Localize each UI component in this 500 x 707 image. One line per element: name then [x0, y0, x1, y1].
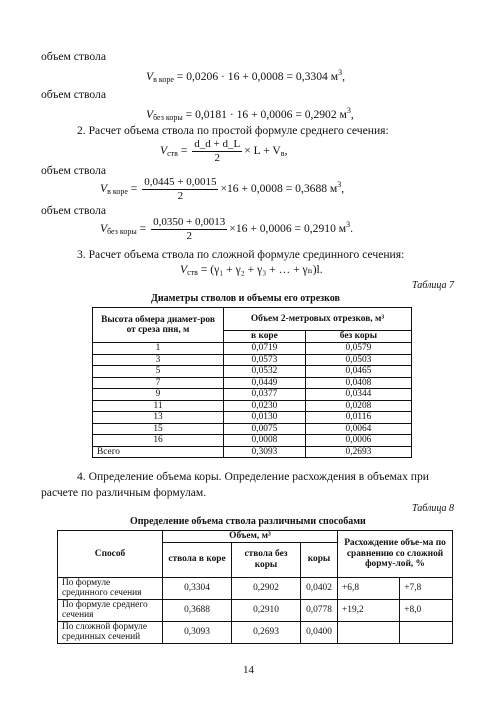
- table-cell: 0,0778: [301, 599, 338, 621]
- formula-symbol: V: [146, 108, 154, 121]
- formula-tail: .: [350, 222, 354, 236]
- table-cell: 5: [93, 366, 224, 378]
- table-row: [93, 400, 412, 412]
- table-row: [93, 354, 412, 366]
- table-header: ствола в коре: [163, 542, 232, 577]
- table-cell: 0,0008: [224, 435, 306, 447]
- table-cell: 0,3093: [163, 621, 232, 643]
- formula-subscript: в: [280, 149, 285, 159]
- formula-tail: ,: [284, 144, 288, 158]
- section-heading-2: 2. Расчет объема ствола по простой формуле среднего сечения:: [77, 124, 389, 137]
- text-line: объем ствола: [41, 88, 106, 101]
- table-cell: 0,0408: [305, 377, 411, 389]
- table-cell: 0,2910: [232, 599, 301, 621]
- formula-body: = 0,0181 · 16 + 0,0006 = 0,2902 м: [182, 108, 347, 121]
- table-cell: 0,0116: [305, 412, 411, 424]
- table-cell: +6,8: [338, 577, 400, 599]
- formula-subscript: в коре: [107, 187, 128, 197]
- table-header: Способ: [58, 531, 163, 578]
- table-cell: 0,0573: [224, 354, 306, 366]
- table-row: [93, 377, 412, 389]
- fraction-numerator: 0,0445 + 0,0015: [144, 176, 217, 188]
- table-cell: 0,2693: [232, 621, 301, 643]
- table-row: [93, 435, 412, 447]
- formula-superscript: 3: [337, 180, 342, 190]
- table-row: [93, 389, 412, 401]
- formula-subscript: ств: [187, 268, 198, 277]
- table-row-total: [93, 446, 412, 458]
- formula-simple-average: $V_{ств}$ = $\frac{d\_d + d\_L}{2}$ × $L + V_в$,: [160, 138, 288, 164]
- table-cell: 0,2902: [232, 577, 301, 599]
- fraction-denominator: 2: [214, 152, 220, 164]
- table-header: Объем 2-метровых отрезков, м³: [224, 308, 412, 331]
- formula-body: ×16 + 0,0006 = 0,2910 м: [229, 222, 347, 236]
- formula-subscript: в коре: [153, 75, 174, 84]
- table-row: [93, 412, 412, 424]
- table-cell: 0,0465: [305, 366, 411, 378]
- formula-body: × L + V: [244, 144, 281, 158]
- table-header: Объем, м³: [163, 531, 338, 543]
- formula-tail: ,: [350, 108, 354, 121]
- table-row: [58, 577, 453, 599]
- table-cell: 15: [93, 423, 224, 435]
- table-cell: 0,0449: [224, 377, 306, 389]
- table-cell: +8,0: [400, 599, 453, 621]
- formula-body: = 0,0206 · 16 + 0,0008 = 0,3304 м: [173, 70, 339, 83]
- text-line: объем ствола: [41, 50, 106, 63]
- table-caption: Таблица 8: [412, 503, 454, 514]
- table-cell: 16: [93, 435, 224, 447]
- table-cell: 3: [93, 354, 224, 366]
- table-cell: 0,0230: [224, 400, 306, 412]
- text-line: расчете по различным формулам.: [41, 486, 207, 499]
- table-cell: 1: [93, 343, 224, 355]
- table-cell: 0,0006: [305, 435, 411, 447]
- formula-superscript: 3: [338, 68, 343, 77]
- table-cell: 0,0719: [224, 343, 306, 355]
- table-cell: 0,0075: [224, 423, 306, 435]
- formula-tail: ,: [342, 70, 345, 83]
- table-row: [58, 621, 453, 643]
- formula-fraction: [142, 176, 218, 203]
- formula-symbol: V: [180, 263, 188, 276]
- table-cell: 0,3304: [163, 577, 232, 599]
- formula-fraction: [151, 216, 227, 243]
- table-row: [58, 599, 453, 621]
- section-heading-4: 4. Определение объема коры. Определение расхождения в объемах при: [77, 470, 429, 483]
- table-methods: [57, 530, 453, 644]
- formula-simple-nobark: $V_{без коры}$ = $\frac{0,0350 + 0,0013}{2}$ ×16 + 0,0006 = 0,2910 $м^3$.: [100, 216, 354, 242]
- table-header: коры: [301, 542, 338, 577]
- formula-symbol: V: [100, 222, 108, 236]
- formula-body: = (γ₁ + γ₂ + γ₃ + … + γₙ)l.: [197, 263, 323, 276]
- formula-superscript: 3: [346, 220, 351, 230]
- table-cell: По сложной формуле срединных сечений: [58, 621, 163, 643]
- formula-subscript: ств: [167, 149, 178, 159]
- fraction-denominator: 2: [177, 190, 184, 202]
- table-cell: По формуле среднего сечения: [58, 599, 163, 621]
- table-cell: 11: [93, 400, 224, 412]
- table-cell: 9: [93, 389, 224, 401]
- formula-subscript: без коры: [107, 227, 137, 237]
- table-title: Определение объема ствола различными способами: [130, 516, 366, 527]
- page-number: 14: [243, 664, 254, 676]
- formula-body: ×16 + 0,0008 = 0,3688 м: [220, 182, 338, 196]
- table-cell: 0,0579: [305, 343, 411, 355]
- table-row: [93, 343, 412, 355]
- formula-symbol: V: [146, 70, 154, 83]
- formula-symbol: V: [160, 144, 168, 158]
- table-cell: +19,2: [338, 599, 400, 621]
- table-cell: [400, 621, 453, 643]
- table-diameters: [92, 307, 412, 458]
- formula-tail: ,: [341, 182, 345, 196]
- table-header: Высота обмера диамет-ров от среза пня, м: [93, 308, 224, 343]
- table-cell: 7: [93, 377, 224, 389]
- fraction-numerator: d_d + d_L: [194, 138, 241, 150]
- formula-complex: [180, 263, 323, 280]
- formula-simple-bark: $V_{в коре}$ = $\frac{0,0445 + 0,0015}{2}$ ×16 + 0,0008 = 0,3688 $м^3$,: [100, 176, 345, 202]
- formula-volume-nobark: [146, 104, 354, 125]
- table-cell: 0,0532: [224, 366, 306, 378]
- table-header: без коры: [305, 331, 411, 343]
- table-cell: 0,0208: [305, 400, 411, 412]
- table-title: Диаметры стволов и объемы его отрезков: [151, 293, 340, 304]
- table-cell: 0,0400: [301, 621, 338, 643]
- table-header: в коре: [224, 331, 306, 343]
- table-cell: 0,3093: [224, 446, 306, 458]
- table-header: ствола без коры: [232, 542, 301, 577]
- fraction-numerator: 0,0350 + 0,0013: [153, 216, 226, 228]
- table-cell: 0,2693: [305, 446, 411, 458]
- text-line: объем ствола: [41, 204, 106, 217]
- table-cell: 0,0130: [224, 412, 306, 424]
- table-cell: 0,0503: [305, 354, 411, 366]
- table-cell: 13: [93, 412, 224, 424]
- table-cell: [338, 621, 400, 643]
- table-row: [93, 423, 412, 435]
- formula-fraction: [192, 138, 242, 165]
- formula-symbol: V: [100, 182, 108, 196]
- section-heading-3: 3. Расчет объема ствола по сложной формуле срединного сечения:: [77, 248, 405, 261]
- text-line: объем ствола: [41, 164, 106, 177]
- table-cell: Всего: [93, 446, 224, 458]
- table-row: [93, 366, 412, 378]
- table-cell: 0,0064: [305, 423, 411, 435]
- formula-volume-bark: [146, 66, 345, 87]
- table-caption: Таблица 7: [412, 280, 454, 291]
- table-cell: 0,0377: [224, 389, 306, 401]
- fraction-denominator: 2: [186, 230, 192, 242]
- table-cell: +7,8: [400, 577, 453, 599]
- table-cell: 0,0402: [301, 577, 338, 599]
- table-cell: По формуле срединного сечения: [58, 577, 163, 599]
- table-header: Расхождение объе-ма по сравнению со сложной форму-лой, %: [338, 531, 453, 578]
- table-cell: 0,0344: [305, 389, 411, 401]
- table-cell: 0,3688: [163, 599, 232, 621]
- formula-subscript: без коры: [153, 113, 183, 122]
- formula-superscript: 3: [346, 106, 351, 115]
